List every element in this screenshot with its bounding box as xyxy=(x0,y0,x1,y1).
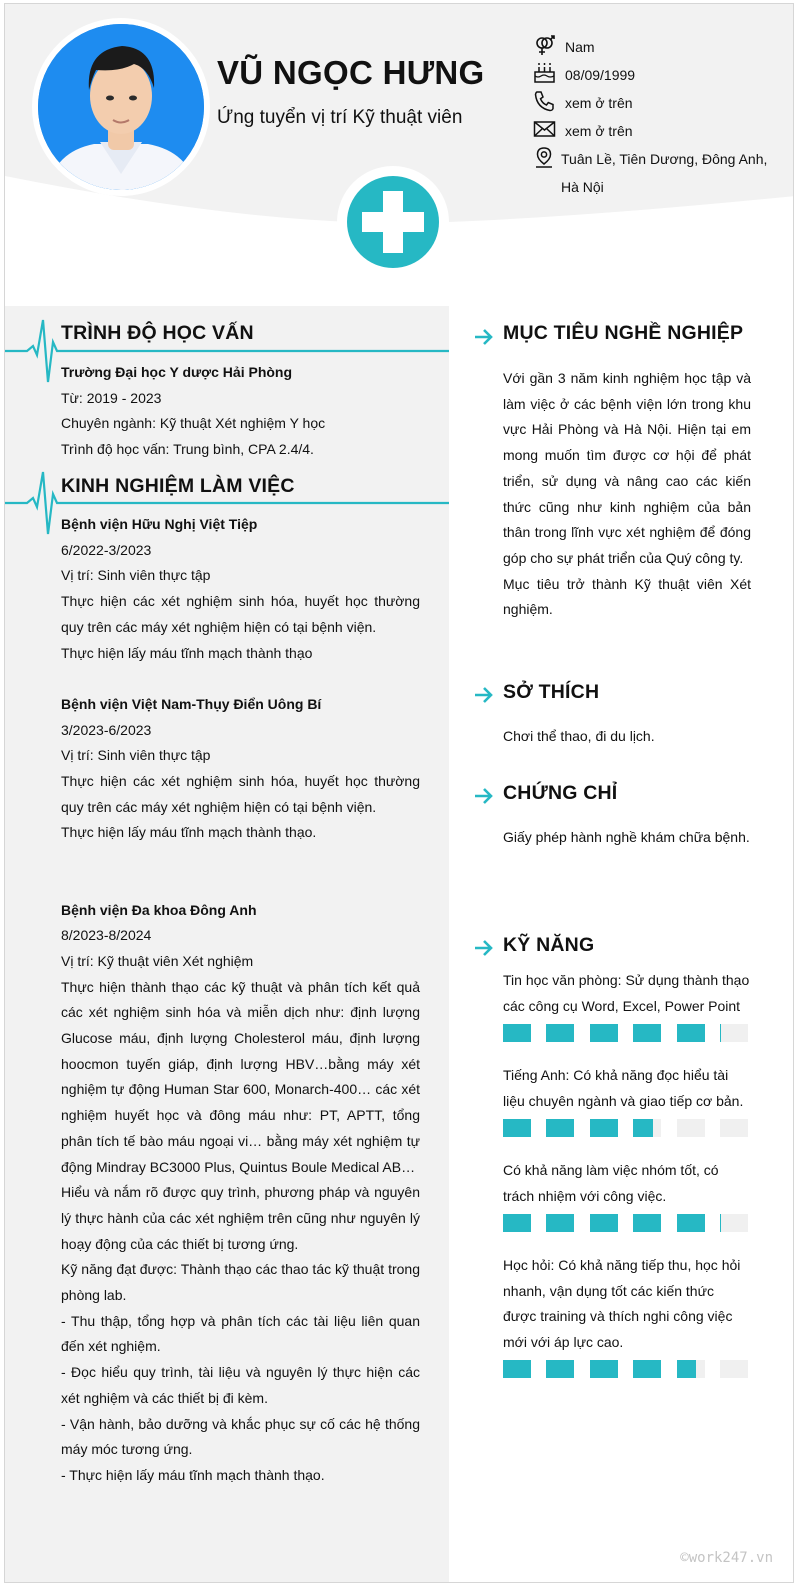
skill-segment xyxy=(677,1119,705,1137)
job-detail: - Thực hiện lấy máu tĩnh mạch thành thạo. xyxy=(61,1466,325,1483)
education-line: Trình độ học vấn: Trung bình, CPA 2.4/4. xyxy=(61,441,314,458)
job-role: Vị trí: Sinh viên thực tập xyxy=(61,747,211,764)
job-detail: Thực hiện các xét nghiệm sinh hóa, huyết học thường quy trên các máy xét nghiệm hiện có tại bệnh viện. xyxy=(61,593,420,635)
gender-value: Nam xyxy=(565,39,595,55)
location-icon xyxy=(533,146,557,168)
skill-segment xyxy=(546,1360,574,1378)
job-company: Bệnh viện Hữu Nghị Việt Tiệp xyxy=(61,516,258,532)
objective-paragraph: Với gần 3 năm kinh nghiệm học tập và làm việc ở các bệnh viện lớn trong khu vực Hải Phòng và Hà Nội. Hiện tại em mong muốn tìm được cơ hội để phát triển, sử dụng và nâng cao các kiến thức cũng như kinh nghiệm của bản thân trong lĩnh vực xét nghiệm để đóng góp cho sự phát triển của Quý công ty. xyxy=(503,370,751,566)
skill-segment xyxy=(677,1214,705,1232)
skill-segment xyxy=(503,1214,531,1232)
job-period: 6/2022-3/2023 xyxy=(61,541,152,558)
skill-segment xyxy=(546,1024,574,1042)
school-name: Trường Đại học Y dược Hải Phòng xyxy=(61,364,293,380)
job-detail: Hiểu và nắm rõ được quy trình, phương pháp và nguyên lý thực hành của các xét nghiệm trên cũng như nguyên lý hoạy động của các thiết bị tương ứng. xyxy=(61,1184,420,1252)
job-role: Vị trí: Kỹ thuật viên Xét nghiệm xyxy=(61,952,254,969)
job-detail: - Đọc hiểu quy trình, tài liệu và nguyên lý thực hiện các xét nghiệm và các thiết bị đi kèm. xyxy=(61,1364,420,1406)
certificates-content xyxy=(503,825,751,851)
skill-text: Học hỏi: Có khả năng tiếp thu, học hỏi nhanh, vận dụng tốt các kiến thức được training và thích nghi công việc mới với áp lực cao. xyxy=(503,1257,741,1351)
arrow-right-icon xyxy=(473,937,495,959)
cv-page xyxy=(4,3,794,1583)
skill-item xyxy=(503,1063,751,1114)
medical-cross-badge xyxy=(337,166,449,278)
objective-title: MỤC TIÊU NGHỀ NGHIỆP xyxy=(503,322,744,344)
arrow-right-icon xyxy=(473,684,495,706)
experience-title: KINH NGHIỆM LÀM VIỆC xyxy=(61,475,295,497)
mail-icon xyxy=(533,118,557,140)
objective-paragraph: Mục tiêu trở thành Kỹ thuật viên Xét nghiệm. xyxy=(503,575,751,618)
arrow-right-icon xyxy=(473,326,495,348)
skill-item xyxy=(503,968,751,1019)
skill-segment xyxy=(590,1119,618,1137)
job-period: 3/2023-6/2023 xyxy=(61,721,152,738)
job-detail: - Vận hành, bảo dưỡng và khắc phục sự cố các hệ thống máy móc tương ứng. xyxy=(61,1415,420,1458)
certificates-text: Giấy phép hành nghề khám chữa bệnh. xyxy=(503,829,750,845)
education-title: TRÌNH ĐỘ HỌC VẤN xyxy=(61,322,254,344)
skill-segment xyxy=(590,1214,618,1232)
objective-content xyxy=(503,366,751,623)
job-period: 8/2023-8/2024 xyxy=(61,927,152,944)
job-detail: Thực hiện các xét nghiệm sinh hóa, huyết học thường quy trên các máy xét nghiệm hiện có tại bệnh viện. xyxy=(61,773,420,815)
skill-segment xyxy=(633,1119,661,1137)
education-line: Từ: 2019 - 2023 xyxy=(61,389,162,406)
education-line: Chuyên ngành: Kỹ thuật Xét nghiệm Y học xyxy=(61,415,326,432)
hobbies-content xyxy=(503,724,751,750)
cake-icon xyxy=(533,62,557,84)
skill-segment xyxy=(590,1024,618,1042)
contact-info xyxy=(533,34,773,195)
skill-segment xyxy=(720,1024,748,1042)
skill-segment xyxy=(503,1119,531,1137)
profile-photo xyxy=(38,24,204,190)
address-value: Tuân Lề, Tiên Dương, Đông Anh, Hà Nội xyxy=(561,151,768,195)
contact-email xyxy=(533,118,773,146)
skill-level-bar xyxy=(503,1119,748,1137)
job-detail: Kỹ năng đạt được: Thành thạo các thao tác kỹ thuật trong phòng lab. xyxy=(61,1261,420,1304)
gender-icon xyxy=(533,34,557,56)
skill-level-bar xyxy=(503,1024,748,1042)
skill-segment xyxy=(720,1119,748,1137)
skills-title: KỸ NĂNG xyxy=(503,934,595,956)
skill-text: Tiếng Anh: Có khả năng đọc hiểu tài liệu chuyên ngành và giao tiếp cơ bản. xyxy=(503,1067,744,1109)
contact-phone xyxy=(533,90,773,118)
skill-segment xyxy=(503,1024,531,1042)
avatar xyxy=(32,18,210,196)
skill-segment xyxy=(677,1360,705,1378)
job-detail: Thực hiện thành thạo các kỹ thuật và phân tích kết quả các xét nghiệm sinh hóa và miễn dịch như: định lượng Glucose máu, định lượng Cholesterol máu, định lượng hoocmon tuyến giáp, định lượng HBV…bằng máy xét nghiệm tự động Human Star 600, Monarch-400… các xét nghiệm huyết học và đông máu như: PT, APTT, tổng phân tích tế bào máu ngoại vi… bằng máy xét nghiệm tự động Mindray BC3000 Plus, Quintus Boule Medical AB… xyxy=(61,978,420,1175)
hobbies-title: SỞ THÍCH xyxy=(503,681,600,703)
skill-segment xyxy=(720,1360,748,1378)
certificates-title: CHỨNG CHỈ xyxy=(503,782,618,804)
job-detail: - Thu thập, tổng hợp và phân tích các tài liệu liên quan đến xét nghiệm. xyxy=(61,1312,420,1355)
job-detail: Thực hiện lấy máu tĩnh mạch thành thạo. xyxy=(61,824,317,841)
arrow-right-icon xyxy=(473,785,495,807)
skill-item xyxy=(503,1253,751,1356)
skill-segment xyxy=(633,1360,661,1378)
job-detail: Thực hiện lấy máu tĩnh mạch thành thạo xyxy=(61,644,313,661)
contact-birthday xyxy=(533,62,773,90)
skill-segment xyxy=(503,1360,531,1378)
applied-position: Ứng tuyển vị trí Kỹ thuật viên xyxy=(217,107,463,128)
education-content xyxy=(61,360,421,463)
skill-level-bar xyxy=(503,1214,748,1232)
skill-segment xyxy=(633,1214,661,1232)
skill-level-bar xyxy=(503,1360,748,1378)
skill-segment xyxy=(590,1360,618,1378)
contact-address xyxy=(533,146,773,195)
contact-gender xyxy=(533,34,773,62)
skill-text: Tin học văn phòng: Sử dụng thành thạo các công cụ Word, Excel, Power Point xyxy=(503,972,750,1014)
skill-segment xyxy=(546,1214,574,1232)
phone-icon xyxy=(533,90,557,112)
job-company: Bệnh viện Đa khoa Đông Anh xyxy=(61,901,257,918)
experience-content xyxy=(61,512,420,1489)
skill-segment xyxy=(633,1024,661,1042)
skill-text: Có khả năng làm việc nhóm tốt, có trách nhiệm với công việc. xyxy=(503,1162,719,1204)
watermark: ©work247.vn xyxy=(680,1550,773,1566)
skill-segment xyxy=(546,1119,574,1137)
skill-item xyxy=(503,1158,751,1209)
skill-segment xyxy=(720,1214,748,1232)
email-value: xem ở trên xyxy=(565,123,633,139)
job-role: Vị trí: Sinh viên thực tập xyxy=(61,567,211,584)
phone-value: xem ở trên xyxy=(565,95,633,111)
candidate-name: VŨ NGỌC HƯNG xyxy=(217,54,485,91)
skill-segment xyxy=(677,1024,705,1042)
birthday-value: 08/09/1999 xyxy=(565,67,636,83)
job-company: Bệnh viện Việt Nam-Thụy Điển Uông Bí xyxy=(61,695,322,712)
hobbies-text: Chơi thể thao, đi du lịch. xyxy=(503,728,655,744)
